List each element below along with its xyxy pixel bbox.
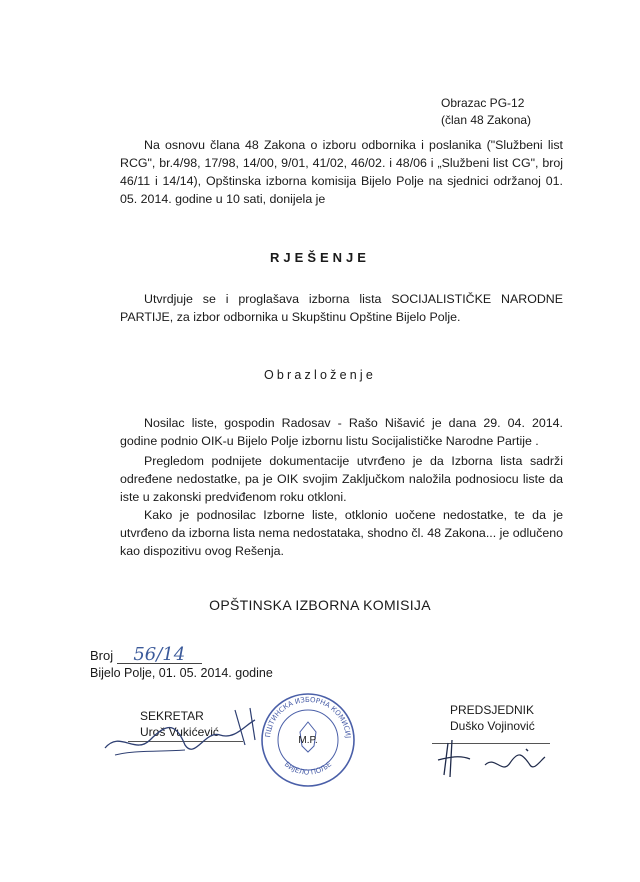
form-article: (član 48 Zakona) [441, 113, 532, 127]
svg-text:ОПШТИНСКА ИЗБОРНА КОМИСИЈА [255, 684, 352, 739]
reasoning-heading: Obrazloženje [263, 368, 377, 382]
president-block [450, 702, 535, 734]
reasoning-text-1: Nosilac liste, gospodin Radosav - Rašo Nišavić je dana 29. 04. 2014. godine podnio OIK-u Bijelo Polje izbornu listu Socijalističke Narodne Partije . [120, 416, 563, 448]
reasoning-paragraph-3 [120, 506, 563, 560]
preamble-text: Na osnovu člana 48 Zakona o izboru odbornika i poslanika ("Službeni list RCG", br.4/98, 17/98, 14/00, 9/01, 41/02, 46/02. i 48/06 i „Službeni list CG", broj 46/11 i 14/14), Opštinska izborna komisija Bijelo Polje na sjednici održanoj 01. 05. 2014. godine u 10 sati, donijela je [120, 138, 563, 206]
secretary-name: Uroš Vukićević [140, 725, 219, 739]
reasoning-paragraph-1 [120, 414, 563, 450]
reference-number [90, 646, 202, 664]
stamp-center-text: M.P. [298, 735, 318, 746]
secretary-role: SEKRETAR [140, 709, 204, 723]
reasoning-paragraph-2 [120, 452, 563, 506]
svg-text:БИЈЕЛО ПОЉЕ [283, 760, 333, 776]
document-title: RJEŠENJE [270, 250, 370, 265]
stamp-ring-top: ОПШТИНСКА ИЗБОРНА КОМИСИЈА [255, 684, 352, 739]
commission-heading: OPŠTINSKA IZBORNA KOMISIJA [209, 597, 431, 613]
decision-text: Utvrdjuje se i proglašava izborna lista SOCIJALISTIČKE NARODNE PARTIJE, za izbor odbornika u Skupštinu Opštine Bijelo Polje. [120, 292, 563, 324]
stamp-ring-bottom: БИЈЕЛО ПОЉЕ [282, 760, 334, 777]
decision-paragraph [120, 290, 563, 326]
preamble-paragraph [120, 136, 563, 208]
reference-number-value: 56/14 [117, 646, 202, 664]
reasoning-text-3: Kako je podnosilac Izborne liste, otklonio uočene nedostatke, te da je utvrđeno da izborna lista nema nedostataka, shodno čl. 48 Zakona... je odlučeno kao dispozitivu ovog Rešenja. [120, 508, 563, 558]
place-and-date: Bijelo Polje, 01. 05. 2014. godine [90, 666, 273, 680]
form-reference [441, 95, 531, 129]
secretary-signature [95, 700, 275, 770]
president-signature [430, 735, 560, 785]
official-stamp [255, 684, 358, 790]
reference-number-label: Broj [90, 648, 114, 663]
president-role: PREDSJEDNIK [450, 703, 535, 717]
form-number: Obrazac PG-12 [441, 96, 525, 110]
reasoning-text-2: Pregledom podnijete dokumentacije utvrđeno je da Izborna lista sadrži određene nedostatke, pa je OIK svojim Zaključkom naložila podnosiocu liste da iste u zakonski predviđenom roku otkloni. [120, 454, 563, 504]
president-name: Duško Vojinović [450, 719, 535, 733]
